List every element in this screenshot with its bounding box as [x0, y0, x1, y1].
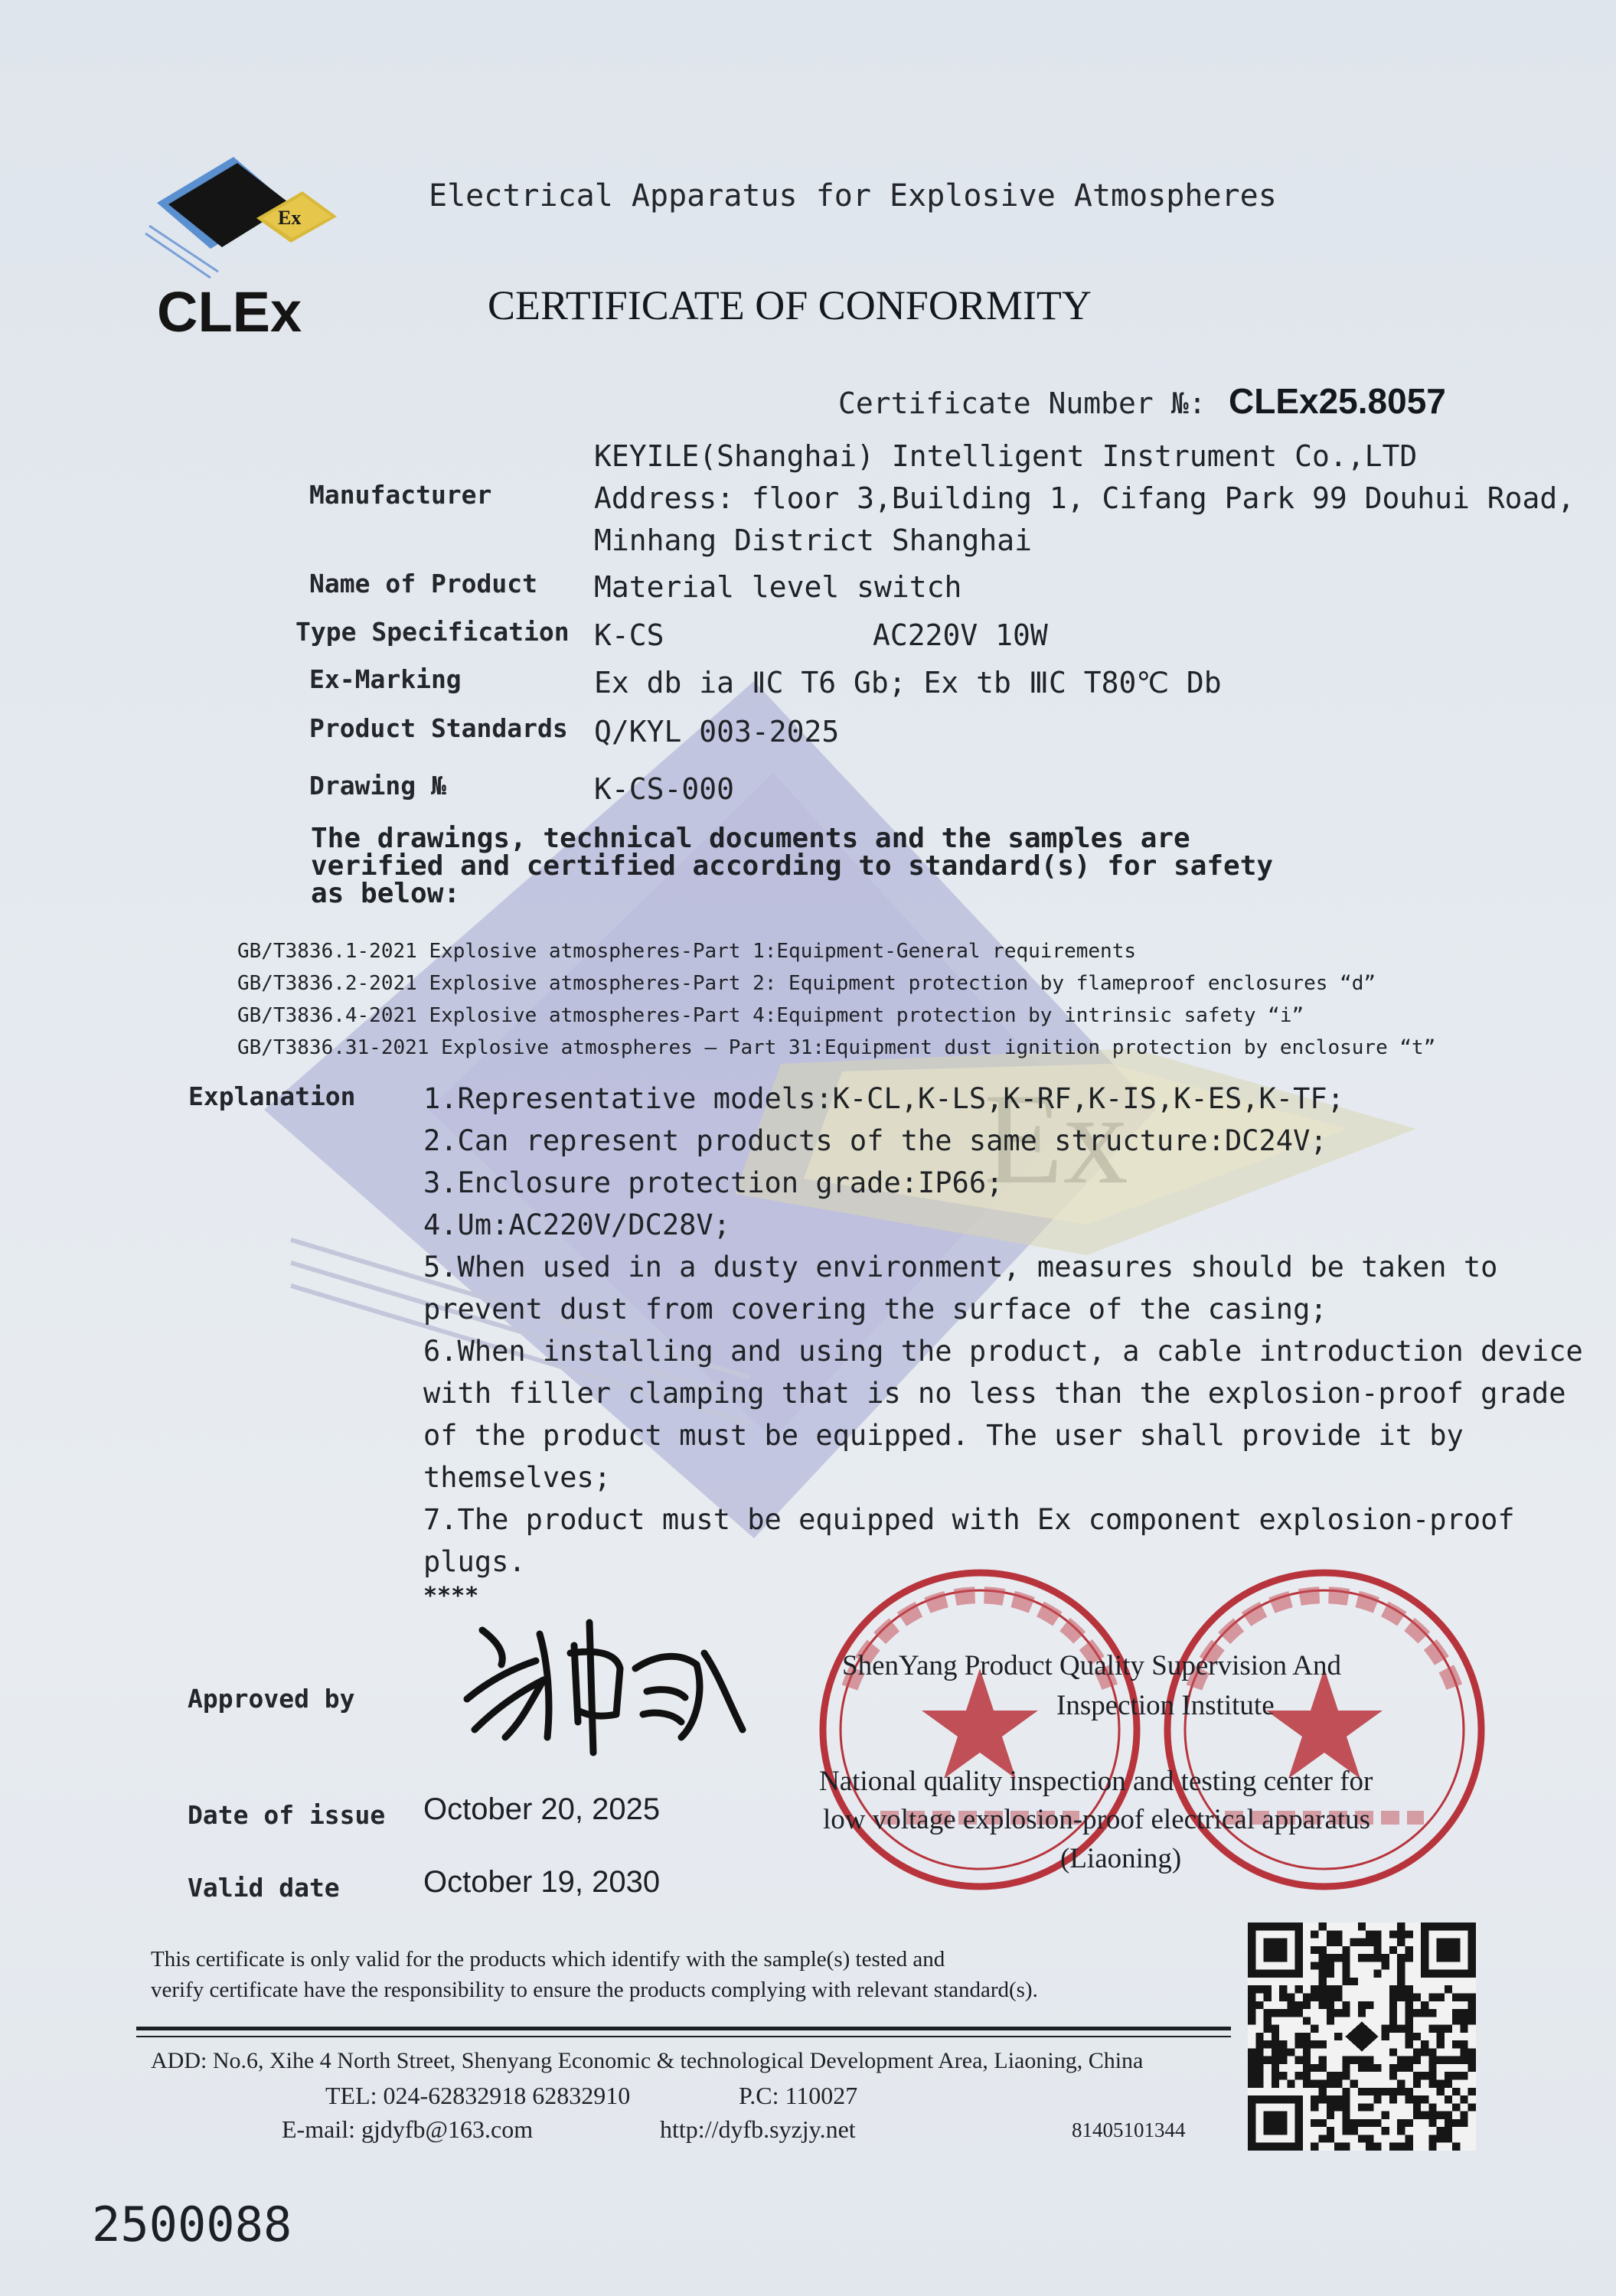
end-mark: ****	[423, 1583, 479, 1609]
manufacturer-label: Manufacturer	[309, 480, 492, 510]
explanation-label: Explanation	[188, 1081, 356, 1111]
explanation-item: themselves;	[423, 1461, 612, 1494]
institute-line-5: (Liaoning)	[1060, 1843, 1182, 1874]
standard-item: GB/T3836.31-2021 Explosive atmospheres — Part 31:Equipment dust ignition protection by enclosure “t”	[237, 1036, 1436, 1059]
cert-number-value: CLEx25.8057	[1229, 381, 1446, 421]
validity-notice	[151, 1944, 1038, 2005]
footer-email: E-mail: gjdyfb@163.com	[282, 2115, 534, 2143]
manufacturer-line-3: Minhang District Shanghai	[594, 523, 1032, 557]
svg-text:Ex: Ex	[984, 1067, 1128, 1211]
issue-date-label: Date of issue	[188, 1800, 386, 1830]
verification-line-1: The drawings, technical documents and the samples are	[311, 823, 1190, 854]
institute-line-2: Inspection Institute	[1056, 1690, 1275, 1721]
manufacturer-line-1: KEYILE(Shanghai) Intelligent Instrument Co.,LTD	[594, 439, 1418, 473]
type-value: K-CS	[594, 618, 664, 652]
explanation-item: 4.Um:AC220V/DC28V;	[423, 1208, 730, 1241]
product-label: Name of Product	[309, 569, 538, 598]
explanation-item: 3.Enclosure protection grade:IP66;	[423, 1166, 1004, 1199]
explanation-item: 2.Can represent products of the same structure:DC24V;	[423, 1124, 1327, 1157]
standards-value: Q/KYL 003-2025	[594, 715, 840, 748]
explanation-item: 6.When installing and using the product, a cable introduction device	[423, 1335, 1583, 1368]
footer-address: ADD: No.6, Xihe 4 North Street, Shenyang Economic & technological Development Area, Liaoning, China	[151, 2048, 1144, 2073]
explanation-list	[423, 1078, 1583, 1583]
qr-code-icon	[1248, 1923, 1476, 2151]
institute-line-1: ShenYang Product Quality Supervision And	[842, 1650, 1341, 1681]
product-value: Material level switch	[594, 570, 962, 604]
standards-list	[237, 935, 1435, 1064]
standard-item: GB/T3836.4-2021 Explosive atmospheres-Part 4:Equipment protection by intrinsic safety “i”	[237, 1004, 1304, 1027]
verification-statement	[311, 825, 1273, 908]
institute-line-4: low voltage explosion-proof electrical apparatus	[823, 1804, 1371, 1835]
footer-code: 81405101344	[1072, 2118, 1186, 2141]
valid-date-value: October 19, 2030	[423, 1865, 661, 1899]
signature-icon	[452, 1607, 758, 1768]
type-rating: AC220V 10W	[873, 618, 1048, 652]
standards-label: Product Standards	[309, 713, 568, 743]
explanation-item: prevent dust from covering the surface of the casing;	[423, 1293, 1327, 1326]
standard-item: GB/T3836.2-2021 Explosive atmospheres-Part 2: Equipment protection by flameproof enclosures “d”	[237, 972, 1376, 995]
notice-line-2: verify certificate have the responsibility to ensure the products complying with relevant standard(s).	[151, 1978, 1038, 2002]
verification-line-2: verified and certified according to standard(s) for safety	[311, 850, 1274, 882]
footer-divider	[136, 2027, 1231, 2030]
explanation-item: plugs.	[423, 1545, 526, 1578]
approved-label: Approved by	[188, 1684, 355, 1714]
exmark-label: Ex-Marking	[309, 664, 462, 694]
explanation-item: 7.The product must be equipped with Ex component explosion-proof	[423, 1503, 1515, 1536]
clex-logo-icon	[134, 149, 344, 287]
explanation-item: with filler clamping that is no less than the explosion-proof grade	[423, 1377, 1566, 1410]
cert-number-label: Certificate Number №:	[838, 386, 1206, 420]
footer-postcode: P.C: 110027	[739, 2082, 858, 2109]
footer-divider-thin	[136, 2036, 1231, 2037]
explanation-item: of the product must be equipped. The user shall provide it by	[423, 1419, 1464, 1452]
manufacturer-line-2: Address: floor 3,Building 1, Cifang Park 99 Douhui Road,	[594, 481, 1575, 515]
exmark-value: Ex db ia ⅡC T6 Gb; Ex tb ⅢC T80℃ Db	[594, 666, 1222, 700]
notice-line-1: This certificate is only valid for the products which identify with the sample(s) tested and	[151, 1947, 945, 1971]
footer-website: http://dyfb.syzjy.net	[660, 2115, 856, 2143]
issue-date-value: October 20, 2025	[423, 1792, 661, 1826]
type-label: Type Specification	[295, 617, 570, 647]
footer-tel: TEL: 024-62832918 62832910	[325, 2082, 631, 2109]
explanation-item: 5.When used in a dusty environment, measures should be taken to	[423, 1251, 1498, 1283]
drawing-value: K-CS-000	[594, 772, 735, 806]
institute-line-3: National quality inspection and testing center for	[819, 1766, 1373, 1797]
valid-date-label: Valid date	[188, 1873, 340, 1903]
standard-item: GB/T3836.1-2021 Explosive atmospheres-Part 1:Equipment-General requirements	[237, 940, 1136, 963]
logo-text: CLEx	[157, 280, 302, 344]
drawing-label: Drawing №	[309, 771, 446, 801]
certificate-title: CERTIFICATE OF CONFORMITY	[488, 282, 1092, 328]
explanation-item: 1.Representative models:K-CL,K-LS,K-RF,K-IS,K-ES,K-TF;	[423, 1082, 1344, 1115]
svg-text:Ex: Ex	[278, 207, 302, 229]
serial-number: 2500088	[92, 2197, 292, 2252]
header-subtitle: Electrical Apparatus for Explosive Atmospheres	[429, 178, 1277, 214]
verification-line-3: as below:	[311, 878, 461, 909]
